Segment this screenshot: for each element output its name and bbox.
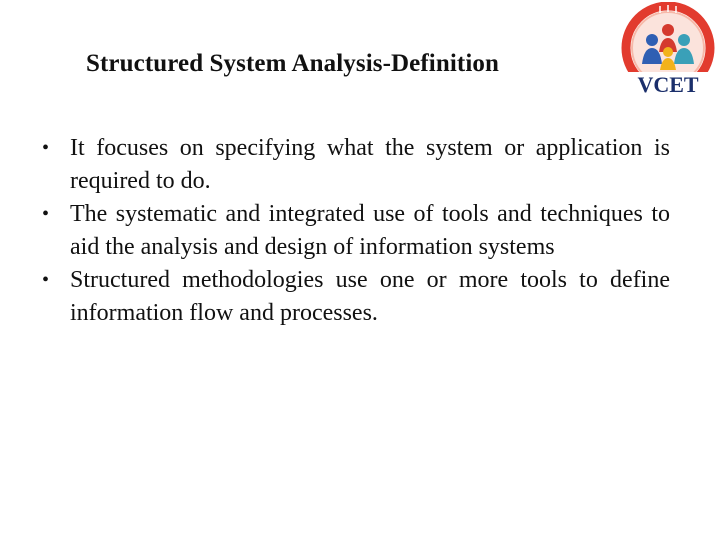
vcet-logo-icon (618, 2, 718, 100)
vcet-logo (618, 2, 718, 100)
bullet-marker: • (42, 137, 50, 159)
bullet-list (42, 132, 670, 330)
slide-title: Structured System Analysis-Definition (86, 50, 499, 77)
bullet-item (42, 264, 670, 330)
bullet-item (42, 132, 670, 198)
bullet-text: It focuses on specifying what the system or application is required to do. (70, 135, 670, 194)
bullet-text: The systematic and integrated use of tools and techniques to aid the analysis and design of information systems (70, 201, 670, 260)
bullet-marker: • (42, 269, 50, 291)
logo-text: VCET (637, 72, 699, 97)
bullet-marker: • (42, 203, 50, 225)
bullet-text: Structured methodologies use one or more tools to define information flow and processes. (70, 267, 670, 326)
bullet-item (42, 198, 670, 264)
